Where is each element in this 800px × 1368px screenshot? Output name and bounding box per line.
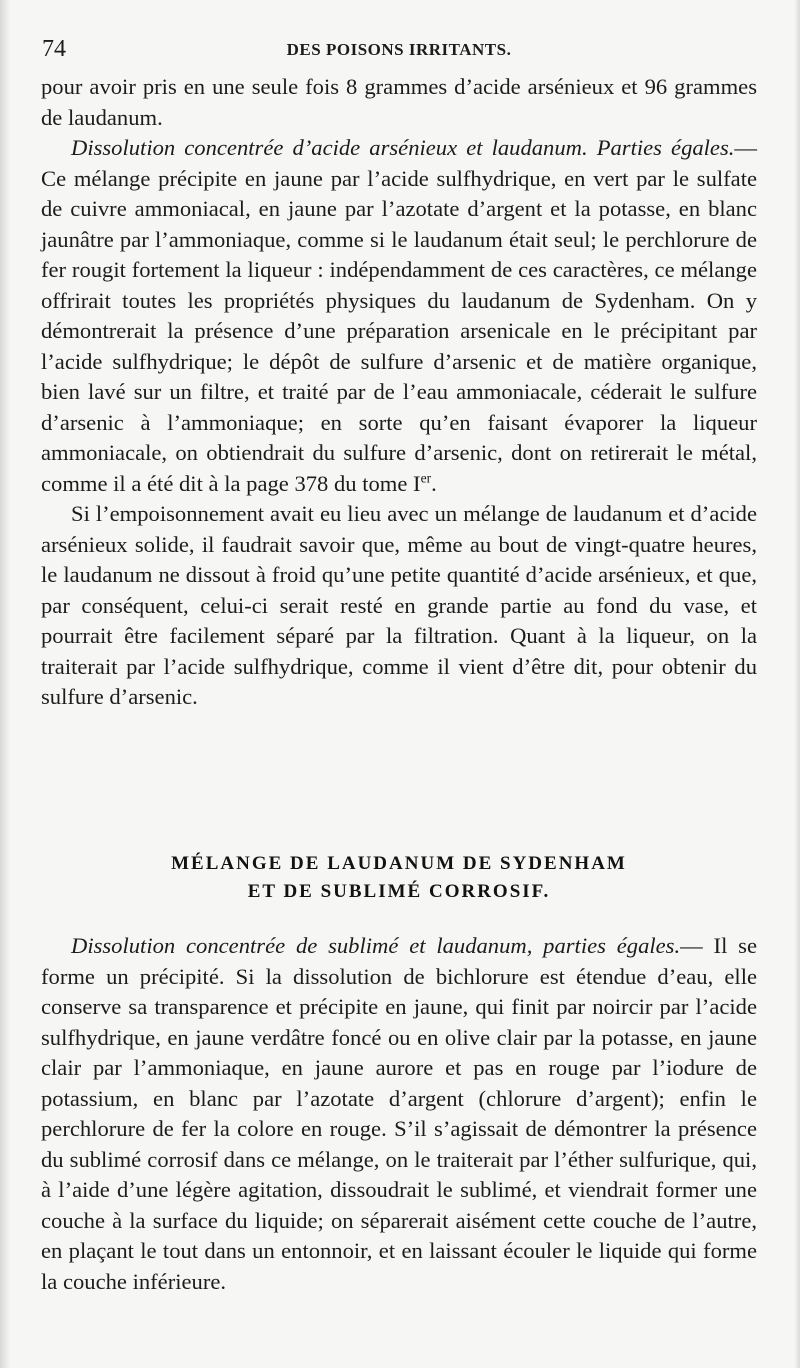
text-run: — Ce mélange précipite en jaune par l’acide sulfhydrique, en vert par le sulfate de cuivre ammoniacal, en jaune par l’azotate d’argent et la potasse, en blanc jaunâtre par l’ammoniaque, comme si le laudanum était seul; le perchlorure de fer rougit fortement la liqueur : indépendamment de ces caractères, ce mélange offrirait toutes les propriétés physiques du laudanum de Sydenham. On y démontrerait la présence d’une préparation arsenicale en le précipitant par l’acide sulfhydrique; le dépôt de sulfure d’arsenic et de matière organique, bien lavé sur un filtre, et traité par de l’eau ammoniacale, céderait le sulfure d’arsenic à l’ammoniaque; en sorte qu’en faisant évaporer la liqueur ammoniacale, on obtiendrait du sulfure d’arsenic, dont on retirerait le métal, comme il a été dit à la page 378 du tome I bbox=[41, 135, 757, 496]
italic-run: Dissolution concentrée d’acide arsénieux et laudanum. Parties égales. bbox=[71, 135, 735, 160]
text-run: . bbox=[431, 470, 437, 496]
section-title-line-2: ET DE SUBLIMÉ CORROSIF. bbox=[247, 881, 551, 902]
paragraph bbox=[41, 499, 757, 713]
page-right-edge-shadow bbox=[794, 0, 800, 1368]
section-title-line-1: MÉLANGE DE LAUDANUM DE SYDENHAM bbox=[171, 853, 627, 874]
page-number: 74 bbox=[42, 36, 66, 62]
page-left-edge-shadow bbox=[0, 0, 10, 1368]
text-run: Si l’empoisonnement avait eu lieu avec un mélange de laudanum et d’acide arsénieux solide, il faudrait savoir que, même au bout de vingt-quatre heures, le laudanum ne dissout à froid qu’une petite quantité d’acide arsénieux, et que, par conséquent, celui-ci serait resté en grande partie au fond du vase, et pourrait être facilement séparé par la filtration. Quant à la liqueur, on la traiterait par l’acide sulfhydrique, comme il vient d’être dit, pour obtenir du sulfure d’arsenic. bbox=[41, 501, 757, 709]
italic-run: Dissolution concentrée de sublimé et laudanum, parties égales. bbox=[71, 933, 681, 958]
section-title bbox=[41, 850, 757, 906]
paragraph bbox=[41, 133, 757, 499]
superscript-run: er bbox=[420, 469, 432, 485]
page-header bbox=[42, 36, 756, 70]
running-head: DES POISONS IRRITANTS. bbox=[286, 40, 512, 59]
paragraph bbox=[41, 72, 757, 133]
body-text-bottom bbox=[41, 931, 757, 1297]
body-text-top bbox=[41, 72, 757, 713]
paragraph bbox=[41, 931, 757, 1297]
text-run: pour avoir pris en une seule fois 8 grammes d’acide arsénieux et 96 grammes de laudanum. bbox=[41, 74, 757, 130]
text-run: — Il se forme un précipité. Si la dissolution de bichlorure est étendue d’eau, elle conserve sa transparence et précipite en jaune, qui finit par noircir par l’acide sulfhydrique, en jaune verdâtre foncé ou en olive clair par la potasse, en jaune clair par l’ammoniaque, en jaune aurore et pas en rouge par l’iodure de potassium, en blanc par l’azotate d’argent (chlorure d’argent); enfin le perchlorure de fer la colore en rouge. S’il s’agissait de démontrer la présence du sublimé corrosif dans ce mélange, on le traiterait par l’éther sulfurique, qui, à l’aide d’une légère agitation, dissoudrait le sublimé, et viendrait former une couche à la surface du liquide; on séparerait aisément cette couche de l’autre, en plaçant le tout dans un entonnoir, et en laissant écouler le liquide qui forme la couche inférieure. bbox=[41, 933, 757, 1294]
